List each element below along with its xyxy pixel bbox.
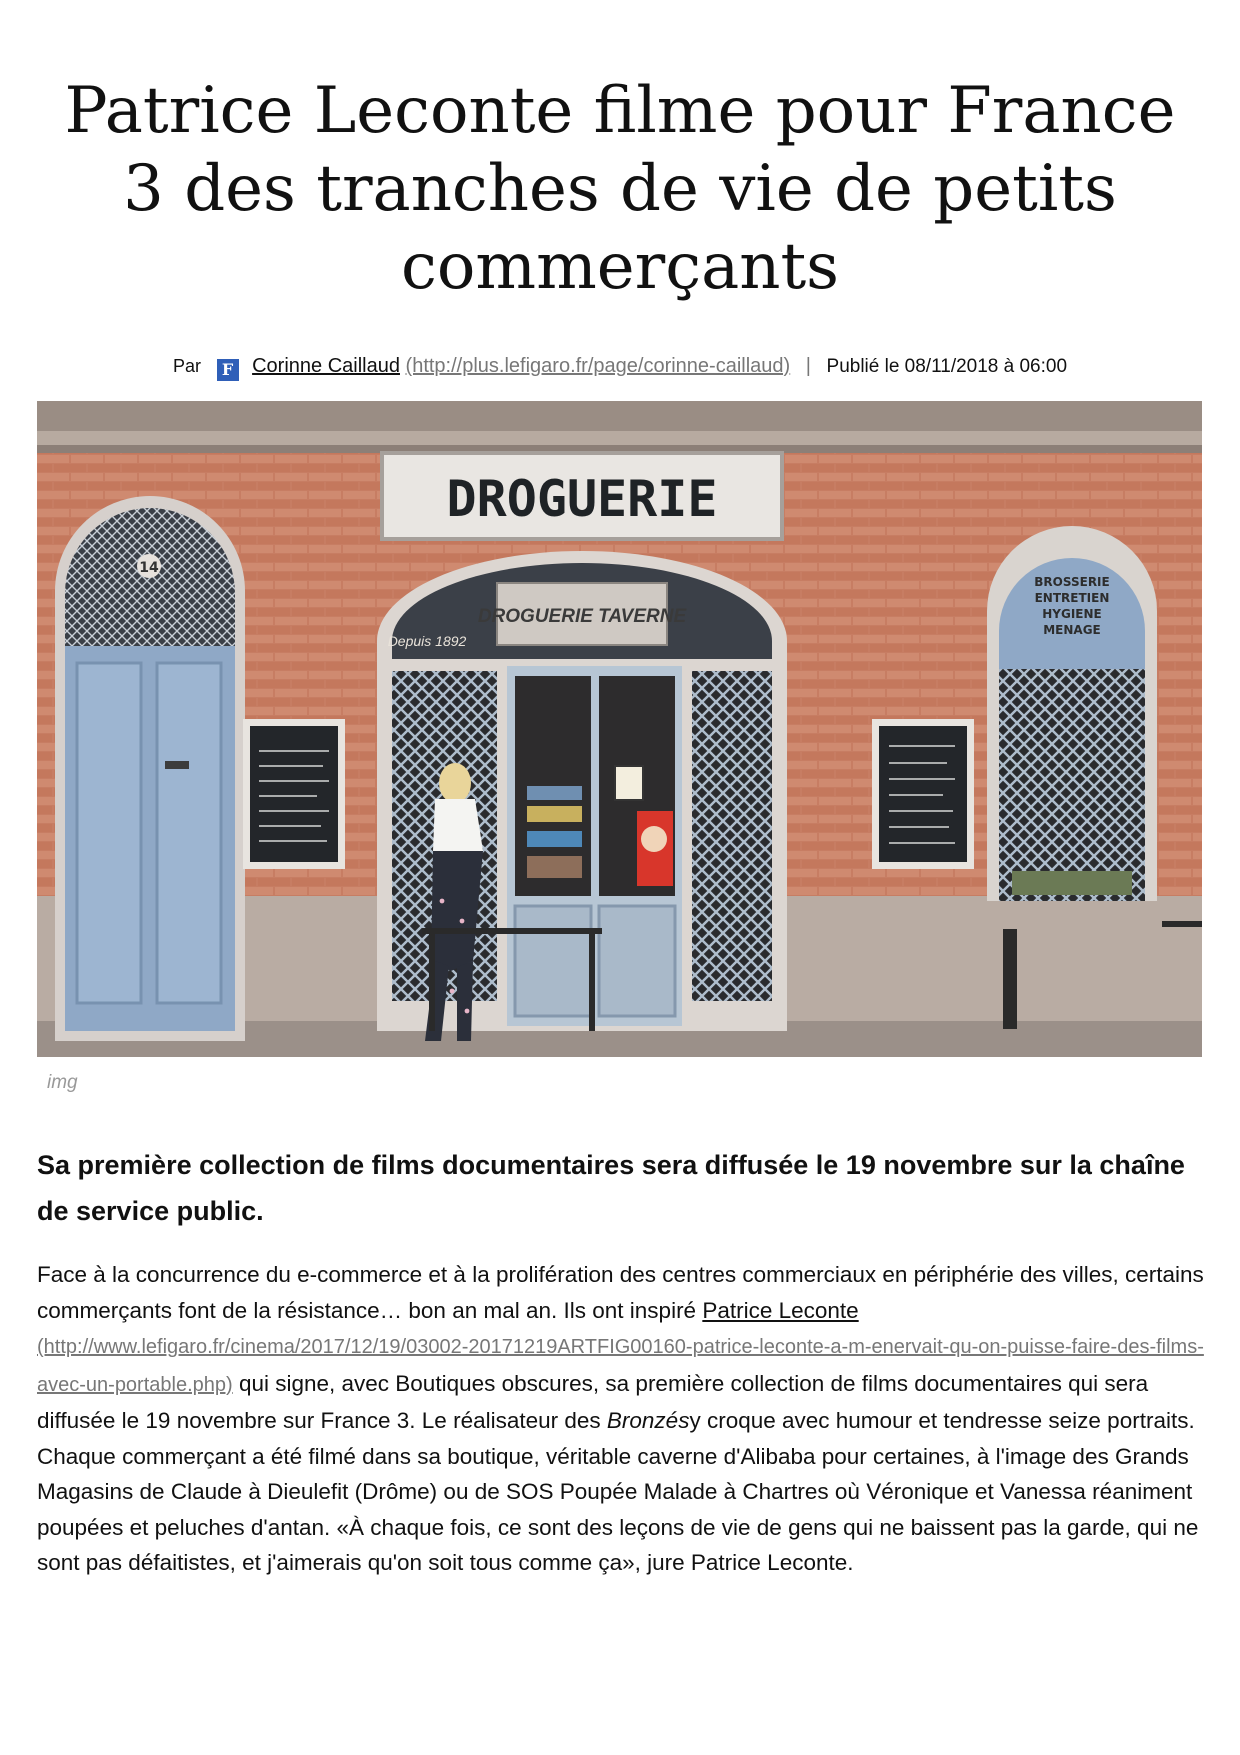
byline-prefix: Par (172, 356, 201, 376)
body-text-3: y croque avec humour et tendresse seize portraits. Chaque commerçant a été filmé dans sa boutique, véritable caverne d'Alibaba pour certaines, à l'image des Grands Magasins de Claude à Dieulefit (Drôme) ou de SOS Poupée Malade à Chartres où Véronique et Vanessa réaniment poupées et peluches d'antan. «À chaque fois, ce sont des leçons de vie de gens qui ne baissent pas la garde, qui ne sont pas défaitistes, et j'aimerais qu'on soit tous comme ça», jure Patrice Leconte. (37, 1408, 1199, 1575)
publish-date: Publié le 08/11/2018 à 06:00 (826, 356, 1068, 377)
article-lead: Sa première collection de films documentaires sera diffusée le 19 novembre sur la chaîne de service public. (37, 1150, 1185, 1226)
film-title: Bronzés (606, 1408, 690, 1433)
article-body (37, 1257, 1212, 1581)
body-text-2: qui signe, avec Boutiques obscures, sa première collection de films documentaires qui sera diffusée le 19 novembre sur France 3. Le réalisateur des (37, 1370, 1149, 1433)
patrice-leconte-link-url[interactable]: (http://www.lefigaro.fr/cinema/2017/12/19/03002-20171219ARTFIG00160-patrice-leconte-a-m-enervait-qu-on-puisse-faire-des-films-avec-un-portable.php) (37, 1336, 1204, 1396)
author-link[interactable]: Corinne Caillaud (252, 355, 400, 377)
street-number: 14 (139, 560, 159, 576)
taverne-sign: DROGUERIE TAVERNE (477, 606, 687, 627)
author-url[interactable]: (http://plus.lefigaro.fr/page/corinne-caillaud) (405, 355, 791, 377)
since-sign: Depuis 1892 (387, 633, 467, 649)
article-photo (37, 401, 1202, 1057)
image-caption: img (47, 1072, 78, 1093)
patrice-leconte-link[interactable]: Patrice Leconte (702, 1297, 859, 1323)
body-text-1: Face à la concurrence du e-commerce et à la prolifération des centres commerciaux en périphérie des villes, certains commerçants font de la résistance… bon an mal an. Ils ont inspiré (37, 1262, 1204, 1323)
window-sign-line-4: MENAGE (1043, 623, 1101, 637)
le-figaro-logo-icon: F (217, 359, 239, 381)
byline-separator: | (805, 355, 811, 377)
droguerie-sign: DROGUERIE (446, 470, 718, 528)
article-title: Patrice Leconte filme pour France 3 des tranches de vie de petits commerçants (64, 74, 1176, 304)
window-sign-line-3: HYGIENE (1042, 607, 1102, 621)
byline (0, 355, 1240, 381)
window-sign-line-1: BROSSERIE (1034, 575, 1110, 589)
window-sign-line-2: ENTRETIEN (1034, 591, 1110, 605)
